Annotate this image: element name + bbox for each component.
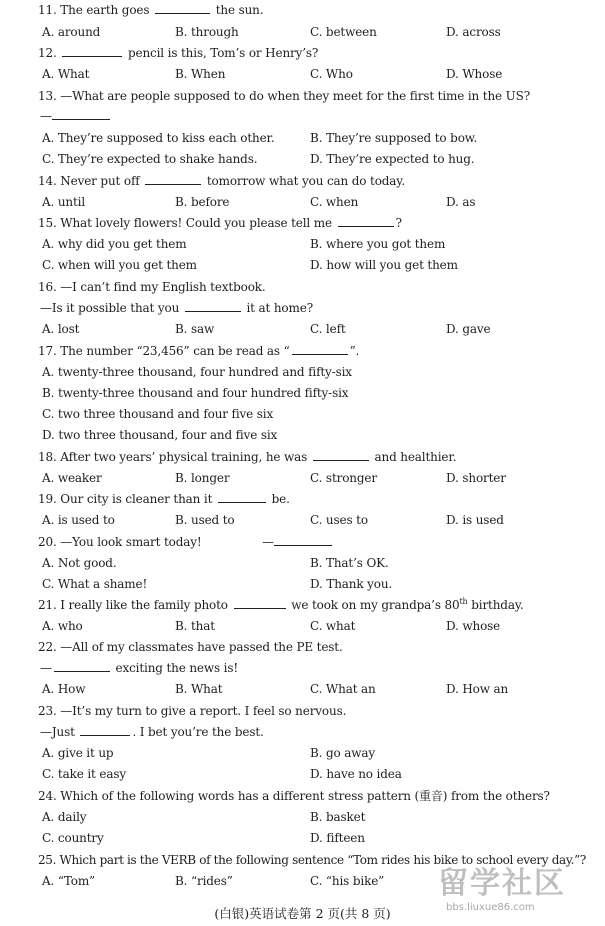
option-b: B. where you got them	[310, 237, 446, 251]
question-16: 16. —I can’t find my English textbook.	[38, 280, 266, 294]
question-24: 24. Which of the following words has a different stress pattern (重音) from the others?	[38, 789, 550, 803]
option-a: A. until	[42, 195, 86, 209]
option-b: B. that	[175, 619, 215, 633]
option-a: A. lost	[42, 322, 80, 336]
option-d: D. They’re expected to hug.	[310, 152, 475, 166]
option-d: D. Thank you.	[310, 577, 393, 591]
option-d: D. shorter	[446, 471, 506, 485]
option-c: C. take it easy	[42, 767, 126, 781]
option-d: D. Whose	[446, 67, 503, 81]
option-a: A. They’re supposed to kiss each other.	[42, 131, 275, 145]
option-b: B. before	[175, 195, 230, 209]
option-c: C. country	[42, 831, 104, 845]
option-d: D. how will you get them	[310, 258, 458, 272]
option-d: D. How an	[446, 682, 509, 696]
option-a: A. “Tom”	[42, 874, 96, 888]
watermark-title: 留学社区	[438, 866, 566, 901]
option-b: B. twenty-three thousand and four hundred fifty-six	[42, 386, 349, 400]
option-b: B. When	[175, 67, 226, 81]
option-d: D. whose	[446, 619, 501, 633]
option-a: A. weaker	[42, 471, 102, 485]
option-d: D. gave	[446, 322, 491, 336]
option-c: C. What an	[310, 682, 376, 696]
option-b: B. They’re supposed to bow.	[310, 131, 478, 145]
question-11: 11. The earth goes the sun.	[38, 3, 264, 17]
option-a: A. why did you get them	[42, 237, 187, 251]
option-d: D. have no idea	[310, 767, 402, 781]
watermark-logo	[432, 858, 600, 924]
option-c: C. Who	[310, 67, 353, 81]
option-d: D. as	[446, 195, 476, 209]
page-footer: (白银)英语试卷第 2 页(共 8 页)	[214, 906, 391, 921]
option-c: C. between	[310, 25, 377, 39]
question-20: 20. —You look smart today!	[38, 535, 202, 549]
question-17: 17. The number “23,456” can be read as “ ”.	[38, 344, 360, 358]
question-18: 18. After two years’ physical training, he was and healthier.	[38, 450, 457, 464]
option-c: C. what	[310, 619, 356, 633]
option-d: D. is used	[446, 513, 504, 527]
option-a: A. How	[42, 682, 86, 696]
option-c: C. left	[310, 322, 346, 336]
option-a: A. What	[42, 67, 90, 81]
question-25: 25. Which part is the VERB of the following sentence “Tom rides his bike to school every day.”?	[38, 853, 587, 867]
option-a: A. around	[42, 25, 101, 39]
option-c: C. stronger	[310, 471, 377, 485]
option-d: D. two three thousand, four and five six	[42, 428, 278, 442]
answer-blank: —	[262, 534, 332, 550]
option-b: B. What	[175, 682, 223, 696]
question-12: 12. pencil is this, Tom’s or Henry’s?	[38, 46, 319, 60]
option-b: B. That’s OK.	[310, 556, 389, 570]
option-b: B. basket	[310, 810, 366, 824]
option-b: B. through	[175, 25, 239, 39]
question-19: 19. Our city is cleaner than it be.	[38, 492, 290, 506]
option-c: C. two three thousand and four five six	[42, 407, 274, 421]
question-21: 21. I really like the family photo we took on my grandpa’s 80th birthday.	[38, 597, 524, 612]
option-c: C. when will you get them	[42, 258, 197, 272]
option-a: A. give it up	[42, 746, 114, 760]
option-d: D. fifteen	[310, 831, 365, 845]
question-22: 22. —All of my classmates have passed the PE test.	[38, 640, 343, 654]
option-a: A. Not good.	[42, 556, 117, 570]
question-16-line2: —Is it possible that you it at home?	[40, 301, 313, 315]
option-b: B. “rides”	[175, 874, 233, 888]
question-14: 14. Never put off tomorrow what you can do today.	[38, 174, 406, 188]
option-a: A. twenty-three thousand, four hundred and fifty-six	[42, 365, 352, 379]
answer-blank: —	[40, 108, 110, 124]
question-13: 13. —What are people supposed to do when they meet for the first time in the US?	[38, 89, 530, 103]
question-22-line2: — exciting the news is!	[40, 661, 239, 675]
option-c: C. They’re expected to shake hands.	[42, 152, 258, 166]
option-c: C. uses to	[310, 513, 368, 527]
option-a: A. is used to	[42, 513, 115, 527]
question-23-line2: —Just . I bet you’re the best.	[40, 725, 264, 739]
watermark-url: bbs.liuxue86.com	[446, 902, 535, 913]
question-15: 15. What lovely flowers! Could you please tell me ?	[38, 216, 402, 230]
option-b: B. saw	[175, 322, 215, 336]
option-c: C. “his bike”	[310, 874, 385, 888]
question-23: 23. —It’s my turn to give a report. I feel so nervous.	[38, 704, 347, 718]
option-b: B. go away	[310, 746, 376, 760]
option-a: A. daily	[42, 810, 87, 824]
option-a: A. who	[42, 619, 83, 633]
option-d: D. across	[446, 25, 501, 39]
option-c: C. when	[310, 195, 359, 209]
option-b: B. longer	[175, 471, 230, 485]
option-b: B. used to	[175, 513, 235, 527]
option-c: C. What a shame!	[42, 577, 148, 591]
